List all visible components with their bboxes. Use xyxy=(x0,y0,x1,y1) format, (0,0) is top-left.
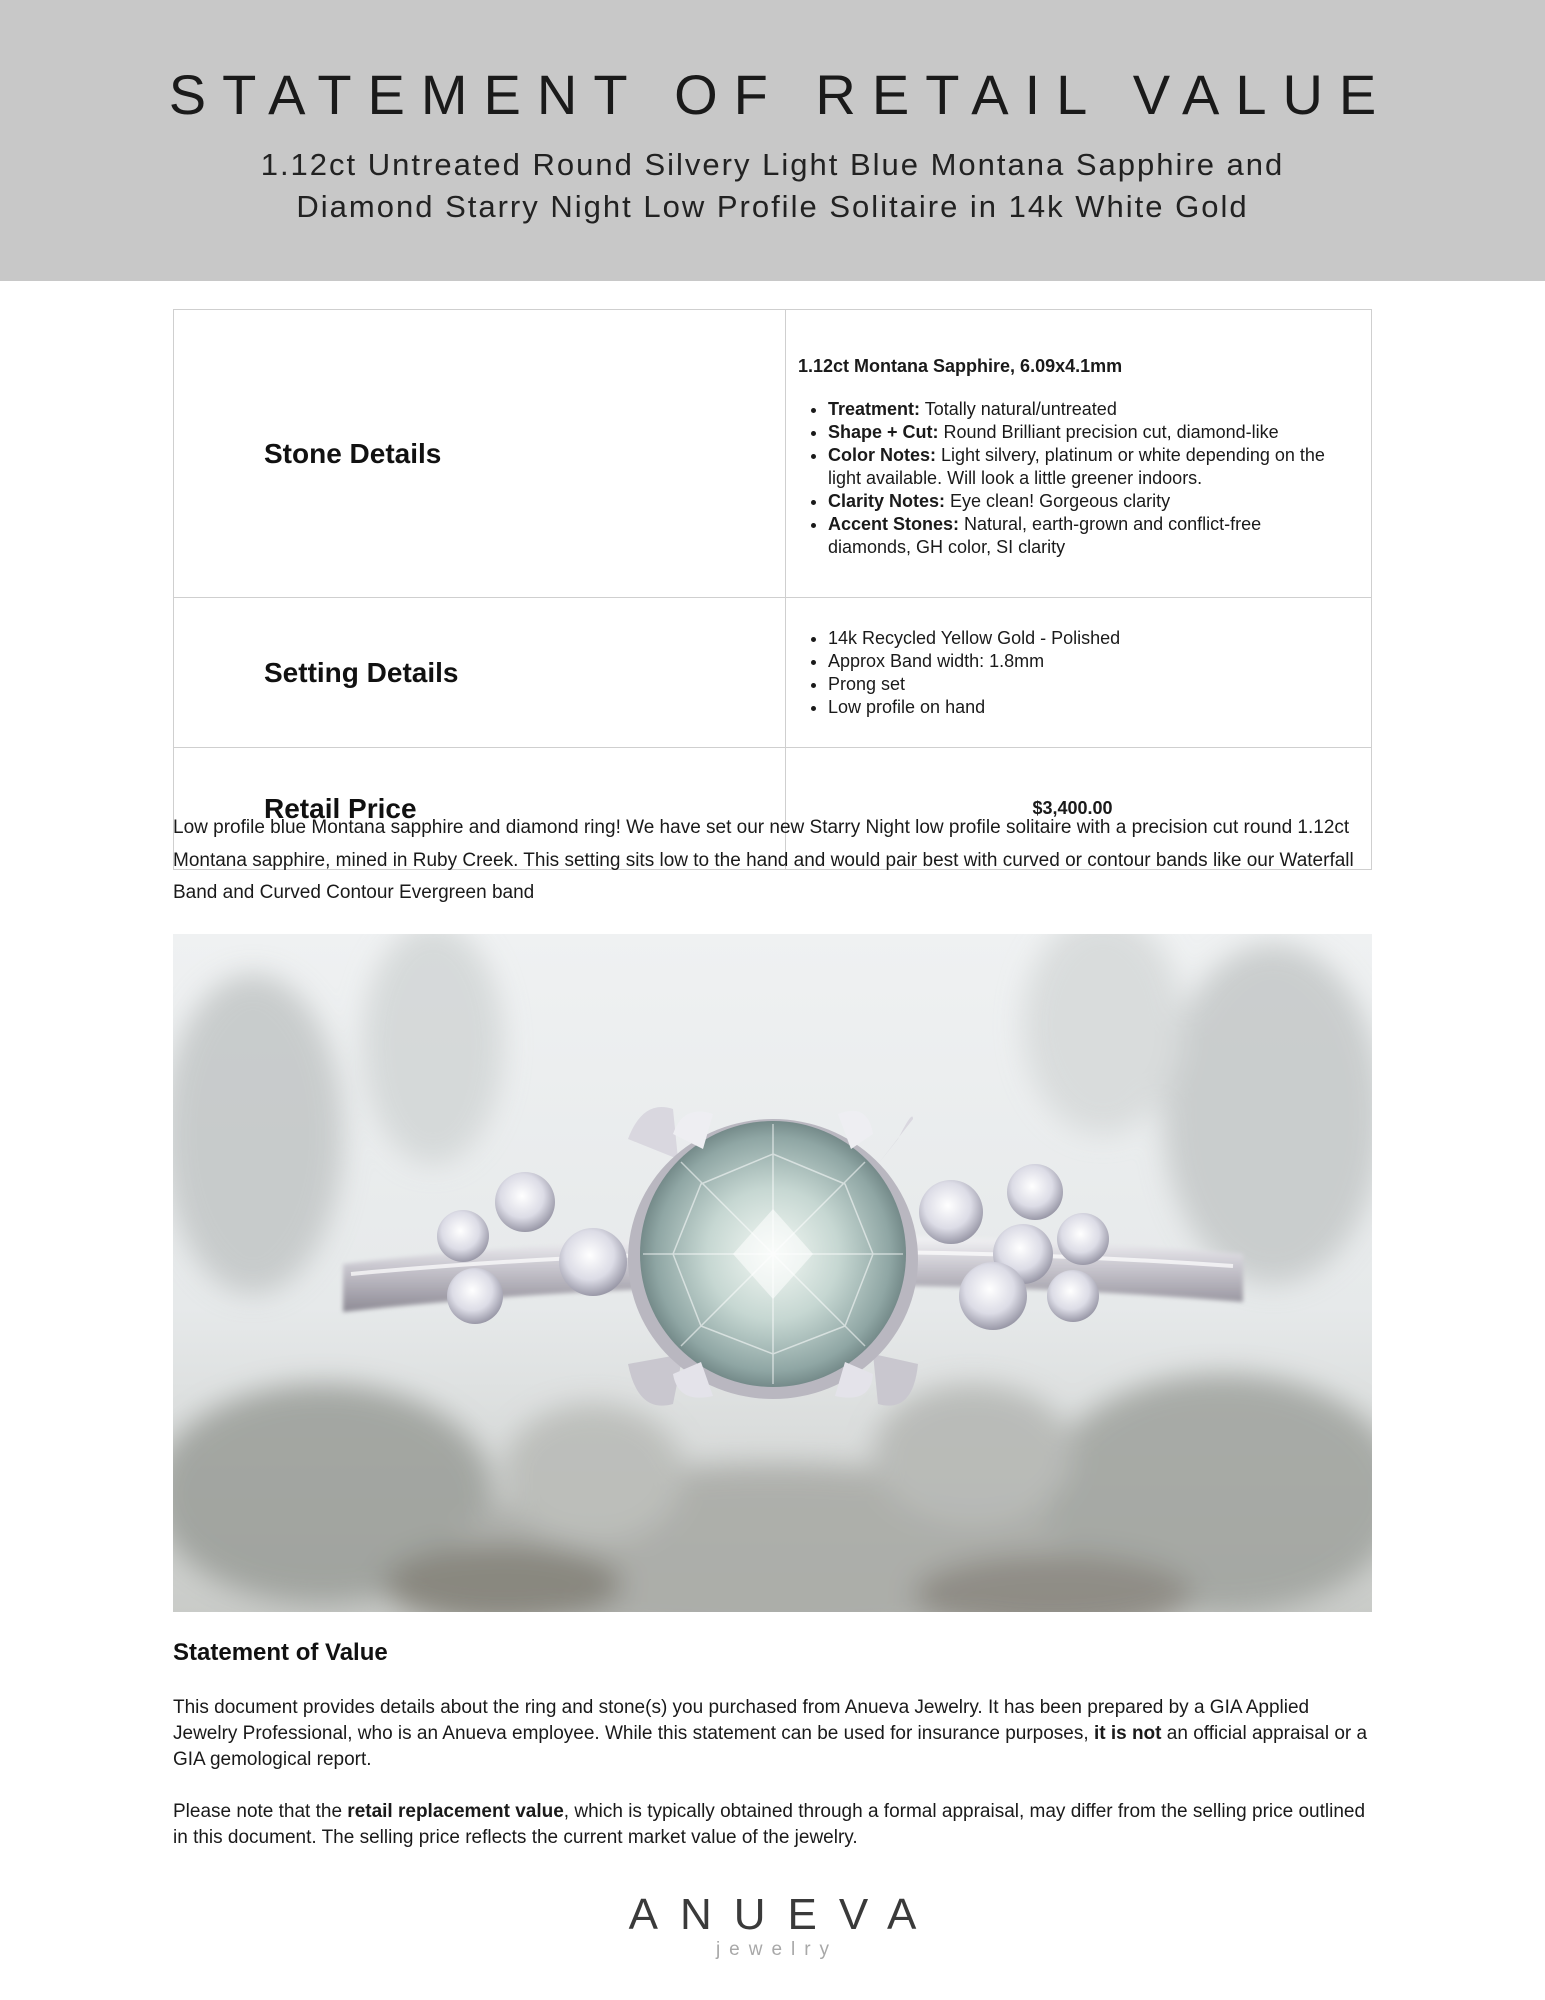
statement-of-value-heading: Statement of Value xyxy=(173,1639,388,1666)
stone-details-row xyxy=(174,310,1372,598)
item-key: Color Notes: xyxy=(828,444,936,465)
item-key: Clarity Notes: xyxy=(828,490,946,511)
logo-wordmark: ANUEVA xyxy=(628,1890,939,1939)
details-table xyxy=(173,309,1372,870)
item-value: Round Brilliant precision cut, diamond-like xyxy=(938,421,1279,442)
setting-details-row xyxy=(174,598,1372,748)
logo-tagline: jewelry xyxy=(715,1939,839,1960)
list-item: • Low profile on hand xyxy=(828,696,1347,719)
text-run: , which is typically obtained through a formal appraisal, may differ from the selling price outlined in this document. The selling price reflects the current market value of the jewelry. xyxy=(173,1801,1366,1848)
stone-heading: 1.12ct Montana Sapphire, 6.09x4.1mm xyxy=(798,355,1123,376)
item-value: Light silvery, platinum or white depending on the light available. Will look a little greener indoors. xyxy=(828,444,1325,488)
list-item: • Prong set xyxy=(828,673,1347,696)
list-item xyxy=(828,398,1347,421)
anueva-logo xyxy=(0,1890,1545,1960)
item-value: Natural, earth-grown and conflict-free diamonds, GH color, SI clarity xyxy=(828,513,1262,557)
list-item xyxy=(828,421,1347,444)
stone-details-content xyxy=(786,310,1372,598)
list-item: • Approx Band width: 1.8mm xyxy=(828,650,1347,673)
statement-paragraph-2 xyxy=(173,1799,1373,1851)
item-key: Treatment: xyxy=(828,398,921,419)
stone-details-label: Stone Details xyxy=(174,310,786,598)
item-key: Shape + Cut: xyxy=(828,421,939,442)
product-description: Low profile blue Montana sapphire and diamond ring! We have set our new Starry Night low profile solitaire with a precision cut round 1.12ct Montana sapphire, mined in Ruby Creek. This setting sits low to the hand and would pair best with curved or contour bands like our Waterfall Band and Curved Contour Evergreen band xyxy=(173,817,1354,903)
text-run: Please note that the xyxy=(173,1801,348,1822)
item-key: Accent Stones: xyxy=(828,513,960,534)
setting-details-content xyxy=(786,598,1372,748)
setting-details-label: Setting Details xyxy=(174,598,786,748)
setting-details-list xyxy=(798,627,1347,719)
list-item xyxy=(828,444,1347,490)
stone-details-list xyxy=(798,398,1347,559)
item-value: Eye clean! Gorgeous clarity xyxy=(945,490,1171,511)
retail-price-value: $3,400.00 xyxy=(786,748,1372,870)
statement-paragraph-1 xyxy=(173,1695,1373,1773)
list-item: • 14k Recycled Yellow Gold - Polished xyxy=(828,627,1347,650)
retail-price-label: Retail Price xyxy=(174,748,786,870)
text-run-bold: retail replacement value xyxy=(347,1801,564,1822)
item-value: Totally natural/untreated xyxy=(920,398,1117,419)
header-band xyxy=(0,0,1545,281)
list-item xyxy=(828,490,1347,513)
ring-photo xyxy=(173,934,1372,1612)
product-subtitle: 1.12ct Untreated Round Silvery Light Blue Montana Sapphire and Diamond Starry Night Low Profile Solitaire in 14k White Gold xyxy=(260,147,1285,224)
text-run-bold: it is not xyxy=(1093,1723,1162,1744)
text-run: This document provides details about the ring and stone(s) you purchased from Anueva Jewelry. It has been prepared by a GIA Applied Jewelry Professional, who is an Anueva employee. While this statement can be used for insurance purposes, xyxy=(173,1697,1310,1744)
list-item xyxy=(828,513,1347,559)
page-title: STATEMENT OF RETAIL VALUE xyxy=(168,63,1393,126)
text-run: an official appraisal or a GIA gemological report. xyxy=(173,1723,1368,1770)
